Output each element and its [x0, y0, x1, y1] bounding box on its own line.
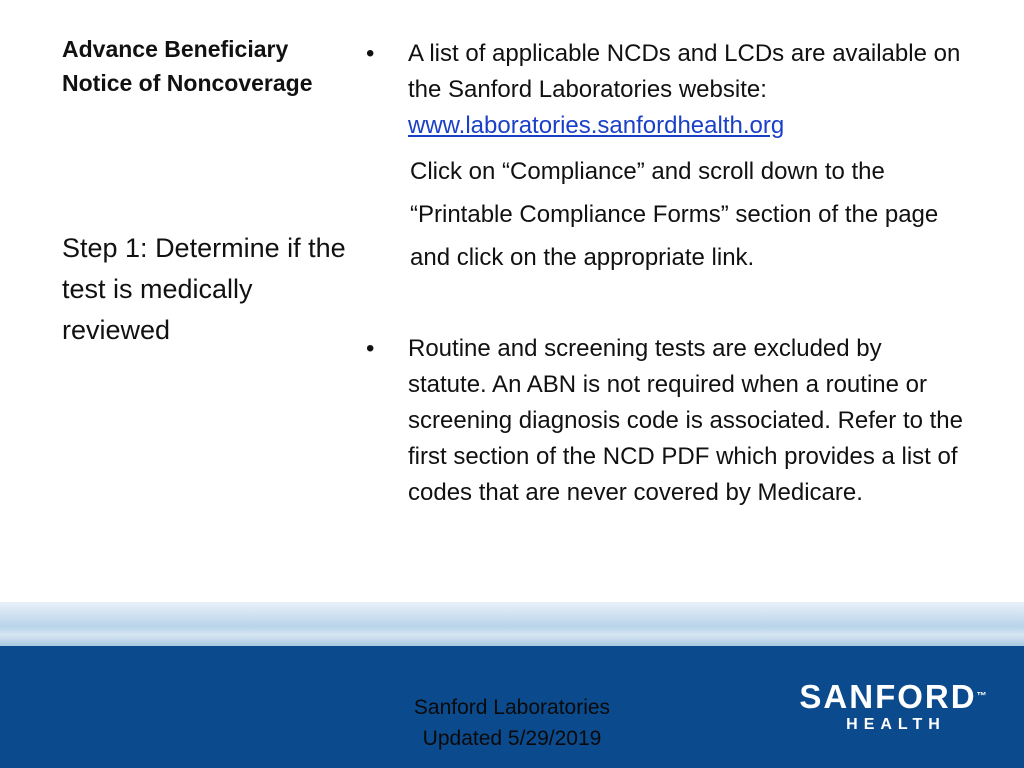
logo-wordmark: [786, 678, 1000, 716]
bullet-marker: •: [366, 335, 375, 362]
logo-subtext: HEALTH: [846, 716, 946, 733]
bullet-list: [366, 36, 966, 511]
bullet-item-routine-screening: [366, 331, 966, 511]
sanford-health-logo: [786, 678, 1000, 734]
step-heading: Step 1: Determine if the test is medically reviewed: [62, 233, 346, 345]
bullet-marker: •: [366, 40, 375, 67]
logo-main-text: SANFORD: [799, 678, 977, 715]
footer-line-updated: Updated 5/29/2019: [422, 727, 602, 750]
bullet-text-routine-screening: Routine and screening tests are excluded by statute. An ABN is not required when a routine or screening diagnosis code is associated. Refer to the first section of the NCD PDF which provides a list of codes that are never covered by Medicare.: [408, 335, 963, 506]
footer-line-organization: Sanford Laboratories: [413, 696, 611, 719]
decorative-band: [0, 602, 1024, 646]
footer: [0, 646, 1024, 768]
laboratories-website-link[interactable]: www.laboratories.sanfordhealth.org: [408, 112, 785, 139]
logo-trademark: ™: [976, 691, 987, 702]
compliance-instructions: Click on “Compliance” and scroll down to the “Printable Compliance Forms” section of the page and click on the appropriate link.: [410, 158, 939, 271]
bullet-item-ncd-lcd: [366, 36, 966, 279]
footer-text: [362, 692, 662, 754]
bullet-text-ncd-lcd: A list of applicable NCDs and LCDs are available on the Sanford Laboratories website:: [408, 40, 961, 103]
slide-title: Advance Beneficiary Notice of Noncoverage: [62, 36, 313, 96]
